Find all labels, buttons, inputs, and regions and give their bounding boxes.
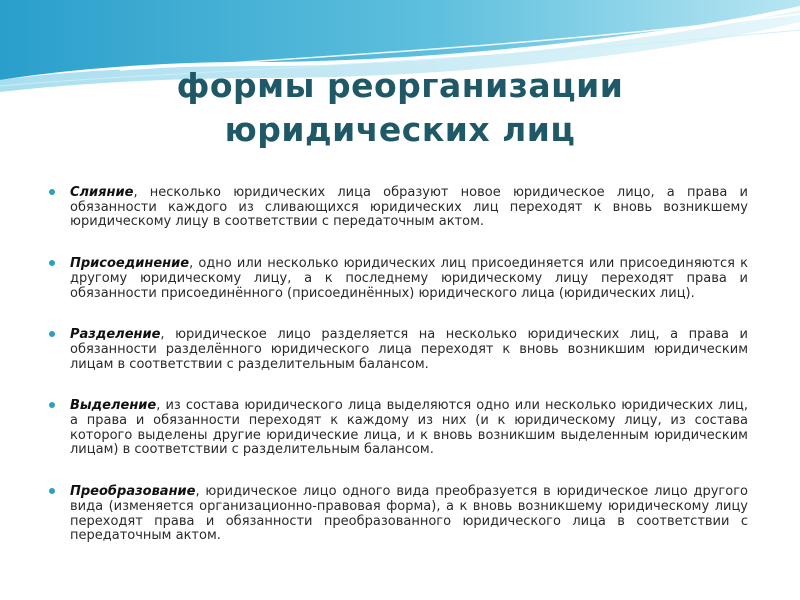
definition-text: , несколько юридических лица образуют новое юридическое лицо, а права и обязанности каждого из сливающихся юридических лиц переходят к вновь возникшему юридическому лицу в соответствии с передаточным актом. [70,185,748,230]
bullet-icon [49,488,55,494]
definition-text: , юридическое лицо одного вида преобразуется в юридическое лицо другого вида (изменяется организационно-правовая форма), а к вновь возникшему юридическому лицу переходят права и обязанности преобразованного юридического лица в соответствии с передаточным актом. [70,484,748,544]
slide-title [0,64,800,152]
bullet-icon [49,402,55,408]
term-label: Преобразование [70,484,196,500]
bullet-icon [49,260,55,266]
list-item-transformation [44,485,748,544]
title-line-1: формы реорганизации [176,66,624,105]
title-line-2: юридических лиц [224,110,576,149]
bullet-icon [49,331,55,337]
term-label: Присоединение [70,256,190,272]
definition-text: , одно или несколько юридических лиц присоединяется или присоединяются к другому юридическому лицу, а к последнему юридическому лицу переходят права и обязанности присоединённого (присоединённых) юридического лица (юридических лиц). [70,256,748,301]
list-item-separation [44,399,748,458]
reorganization-forms-list [44,186,748,571]
bullet-icon [49,189,55,195]
term-label: Разделение [70,327,161,343]
definition-text: , юридическое лицо разделяется на несколько юридических лиц, а права и обязанности разделённого юридического лица переходят к вновь возникшим юридическим лицам в соответствии с разделительным балансом. [70,327,748,372]
term-label: Слияние [70,185,134,200]
list-item-merger [44,186,748,230]
term-label: Выделение [70,398,157,414]
list-item-division [44,328,748,372]
list-item-accession [44,257,748,301]
definition-text: , из состава юридического лица выделяются одно или несколько юридических лиц, а права и обязанности переходят к каждому из них (и к юридическому лицу, из состава которого выделены другие юридические лица, и к вновь возникшим выделенным юридическим лицам) в соответствии с разделительным балансом. [70,398,748,458]
